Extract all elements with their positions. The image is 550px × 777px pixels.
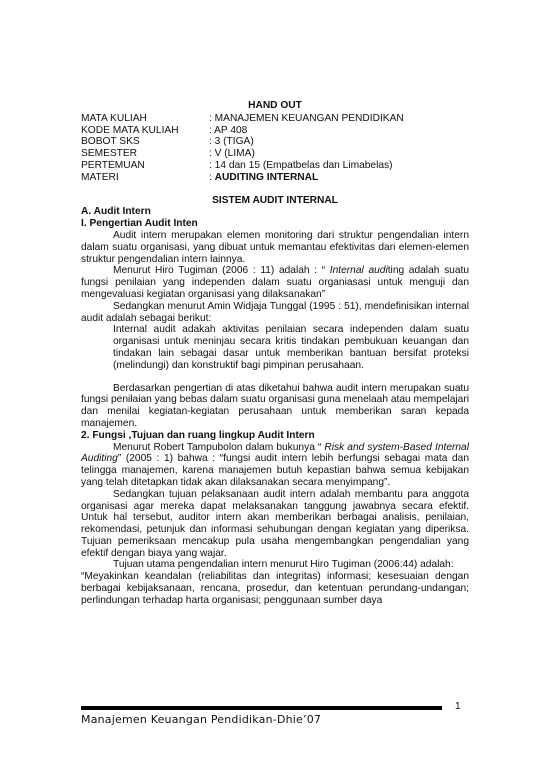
info-label: BOBOT SKS bbox=[81, 136, 140, 148]
info-row-pertemuan bbox=[81, 160, 469, 172]
footer-text: Manajemen Keuangan Pendidikan-Dhie’07 bbox=[81, 713, 322, 726]
paragraph: Audit intern merupakan elemen monitoring dari struktur pengendalian intern dalam suatu organisasi, yang dibuat untuk memantau efektivitas dari elemen-elemen struktur pengendalian intern lainnya. bbox=[81, 229, 469, 265]
spacer bbox=[81, 372, 469, 383]
heading-audit-intern: A. Audit Intern bbox=[81, 206, 151, 218]
paragraph bbox=[81, 442, 469, 489]
info-label: PERTEMUAN bbox=[81, 159, 145, 171]
info-value bbox=[209, 172, 469, 184]
footer-rule bbox=[81, 706, 442, 710]
info-row-kode bbox=[81, 125, 469, 137]
paragraph: Sedangkan tujuan pelaksanaan audit intern adalah membantu para anggota organisasi agar mereka dapat melaksanakan tanggung jawabnya secara efektif. Untuk hal tersebut, auditor intern akan memberikan berbagai analisis, penilaian, rekomendasi, petunjuk dan informasi sehubungan dengan kegiatan yang diperiksa. Tujuan pemeriksaan mencakup pula usaha mengembangkan pengendalian yang efektif dengan biaya yang wajar. bbox=[81, 488, 469, 559]
info-row-bobot bbox=[81, 136, 469, 148]
course-info-table bbox=[81, 113, 469, 184]
paragraph-emphasis: Internal audi bbox=[329, 265, 388, 277]
info-row-mata-kuliah bbox=[81, 113, 469, 125]
section-title: SISTEM AUDIT INTERNAL bbox=[212, 194, 338, 206]
paragraph: Berdasarkan pengertian di atas diketahui bahwa audit intern merupakan suatu fungsi penilaian yang bebas dalam suatu organisasi guna menelaah atau mempelajari dan menilai kegiatan-kegiatan perusahaan untuk memberikan saran kepada manajemen. bbox=[81, 382, 469, 429]
info-label: MATA KULIAH bbox=[81, 112, 147, 124]
paragraph: “Meyakinkan keandalan (reliabilitas dan integritas) informasi; kesesuaian dengan berbagai kebijaksanaan, rencana, prosedur, dan ketentuan perundang-undangan; perlindungan terhadap harta organisasi; penggunaan sumber daya bbox=[81, 571, 469, 606]
info-row-materi bbox=[81, 172, 469, 184]
paragraph-text: Menurut Hiro Tugiman (2006 : 11) adalah : “ bbox=[113, 265, 330, 277]
info-value-prefix: : bbox=[209, 171, 215, 183]
heading-pengertian: I. Pengertian Audit Inten bbox=[81, 218, 198, 230]
info-value: : AP 408 bbox=[209, 124, 248, 136]
paragraph-emphasis: Risk and system-Based Internal Auditing bbox=[81, 441, 469, 465]
info-value-bold: AUDITING INTERNAL bbox=[214, 171, 319, 183]
info-value: : V (LIMA) bbox=[209, 148, 255, 160]
block-quote: Internal audit adakah aktivitas penilaian secara independen dalam suatu organisasi untuk meninjau secara kritis tindakan pembukuan keuangan dan tindakan lain sebagai dasar untuk memberikan bantuan bersifat proteksi (melindungi) dan konstruktif bagi pimpinan perusahaan. bbox=[113, 324, 469, 371]
paragraph-text: ting adalah suatu fungsi penilaian yang independen dalam suatu organiasasi untuk menguji dan mengevaluasi kegiatan organisasi yang dilaksanakan” bbox=[81, 265, 469, 300]
page-number: 1 bbox=[455, 701, 461, 712]
info-label: SEMESTER bbox=[81, 148, 138, 160]
paragraph bbox=[81, 265, 469, 300]
info-label: MATERI bbox=[81, 171, 119, 183]
info-value: : 14 dan 15 (Empatbelas dan Limabelas) bbox=[209, 159, 393, 171]
page-content bbox=[81, 100, 469, 607]
paragraph-text: Menurut Robert Tampubolon dalam bukunya “ bbox=[113, 441, 325, 453]
paragraph-text: ” (2005 : 1) bahwa : “fungsi audit intern lebih berfungsi sebagai mata dan telingga manajemen, karena manajemen butuh kepastian bahwa semua kebijakan yang telah ditetapkan tidak akan dilaksanakan secara menyimpang”. bbox=[81, 453, 469, 488]
paragraph: Sedangkan menurut Amin Widjaja Tunggal (1995 : 51), mendefinisikan internal audit adalah sebagai berikut: bbox=[81, 300, 469, 324]
paragraph: Tujuan utama pengendalian intern menurut Hiro Tugiman (2006:44) adalah: bbox=[113, 559, 454, 571]
heading-fungsi: 2. Fungsi ,Tujuan dan ruang lingkup Audit Intern bbox=[81, 429, 315, 441]
info-label: KODE MATA KULIAH bbox=[81, 124, 179, 136]
document-title: HAND OUT bbox=[248, 100, 302, 111]
info-value: : MANAJEMEN KEUANGAN PENDIDIKAN bbox=[209, 112, 404, 124]
info-row-semester bbox=[81, 148, 469, 160]
info-value: : 3 (TIGA) bbox=[209, 136, 254, 148]
